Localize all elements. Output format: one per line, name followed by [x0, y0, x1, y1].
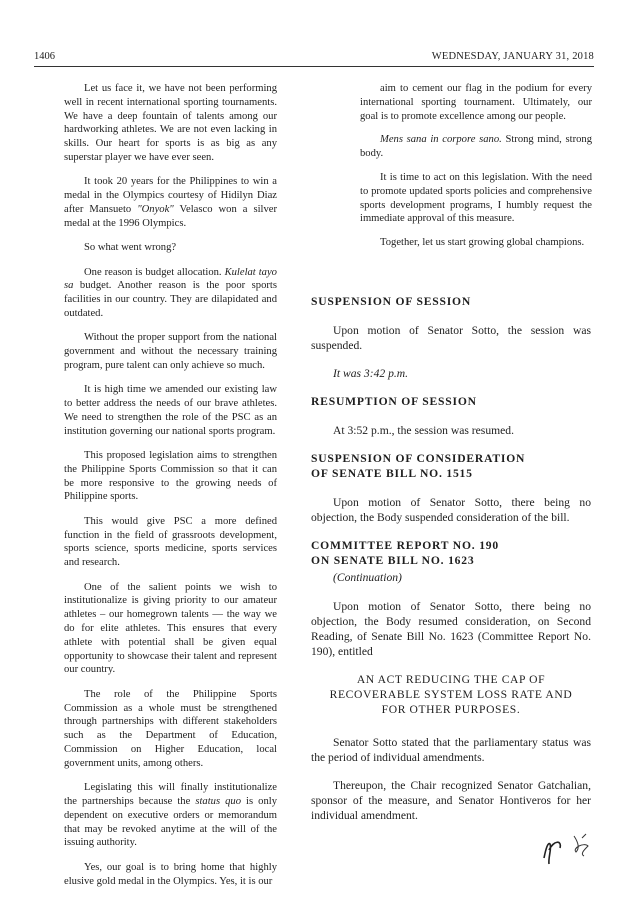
- signature-initials-icon: [540, 828, 600, 868]
- bill-title: AN ACT REDUCING THE CAP OF RECOVERABLE SYSTEM LOSS RATE AND FOR OTHER PURPOSES.: [329, 673, 573, 716]
- paragraph: It took 20 years for the Philippines to win a medal in the Olympics courtesy of Hidilyn Diaz after Mansueto "Onyok" Velasco won a silver medal at the 1996 Olympics.: [64, 176, 277, 229]
- paragraph: The role of the Philippine Sports Commission as a whole must be strengthened through partnerships with different stakeholders such as the Department of Education, Commission on Higher Education, local government units, among others.: [64, 688, 277, 769]
- paragraph: It is time to act on this legislation. With the need to promote updated sports policies and comprehensive sports development programs, I humbly request the immediate approval of this measure.: [360, 171, 592, 225]
- paragraph: One reason is budget allocation. Kulelat tayo sa budget. Another reason is the poor sports facilities in our country. They are dilapidated and outdated.: [64, 266, 277, 319]
- paragraph: So what went wrong?: [84, 242, 177, 254]
- paragraph: It was 3:42 p.m.: [333, 367, 409, 380]
- paragraph: Let us face it, we have not been performing well in recent international sporting tournaments. We have a deep fountain of talents among our hardworking athletes. We are not even lacking in skills. Our heart for sports is as big as any superstar player we have ever seen.: [64, 83, 277, 163]
- section-heading: SUSPENSION OF SESSION: [311, 295, 472, 308]
- section-heading: SUSPENSION OF CONSIDERATION OF SENATE BILL NO. 1515: [311, 452, 526, 480]
- paragraph: Upon motion of Senator Sotto, the session was suspended.: [311, 324, 591, 352]
- paragraph: This would give PSC a more defined function in the field of grassroots development, sports science, sports medicine, sports services and research.: [64, 515, 277, 569]
- paragraph: Thereupon, the Chair recognized Senator Gatchalian, sponsor of the measure, and Senator Hontiveros for her individual amendment.: [311, 779, 591, 822]
- header-date: WEDNESDAY, JANUARY 31, 2018: [431, 51, 594, 62]
- paragraph: Legislating this will finally institutionalize the partnerships because the status quo is only dependent on executive orders or memorandum that may be revoked anytime at the will of the issuing authority.: [64, 782, 277, 849]
- paragraph: Without the proper support from the national government and without the necessary training program, pure talent can only achieve so much.: [64, 332, 277, 371]
- paragraph: One of the salient points we wish to institutionalize is giving priority to our amateur athletes – our homegrown talents — the way we do for elite athletes. This ensures that every athlete with potential shall be given equal opportunity to showcase their talent and represent our country.: [64, 581, 277, 676]
- paragraph: It is high time we amended our existing law to better address the needs of our brave athletes. We need to strengthen the role of the PSC as an institution governing our national sports program.: [64, 384, 277, 437]
- right-column: [311, 294, 591, 836]
- paragraph: Mens sana in corpore sano. Strong mind, strong body.: [360, 134, 592, 160]
- paragraph: Senator Sotto stated that the parliamentary status was the period of individual amendments.: [311, 736, 591, 764]
- paragraph: This proposed legislation aims to strengthen the Philippine Sports Commission so that it can be more responsive to the growing needs of Philippine sports.: [64, 450, 277, 503]
- right-column-top: [360, 82, 592, 260]
- paragraph: Yes, our goal is to bring home that highly elusive gold medal in the Olympics. Yes, it is our: [64, 861, 277, 887]
- page-header: [34, 50, 594, 64]
- left-column: [64, 82, 277, 899]
- section-subheading: (Continuation): [333, 571, 402, 584]
- paragraph: aim to cement our flag in the podium for every international sporting tournament. Ultimately, our goal is to promote excellence among our people.: [360, 83, 592, 122]
- paragraph: At 3:52 p.m., the session was resumed.: [333, 424, 514, 437]
- paragraph: Upon motion of Senator Sotto, there being no objection, the Body suspended consideration of the bill.: [311, 496, 591, 524]
- page-number: 1406: [34, 51, 55, 62]
- section-heading: RESUMPTION OF SESSION: [311, 395, 477, 408]
- section-heading: COMMITTEE REPORT NO. 190 ON SENATE BILL NO. 1623: [311, 539, 499, 567]
- paragraph: Together, let us start growing global champions.: [380, 237, 585, 249]
- paragraph: Upon motion of Senator Sotto, there being no objection, the Body resumed consideration, on Second Reading, of Senate Bill No. 1623 (Committee Report No. 190), entitled: [311, 600, 591, 658]
- header-rule: [34, 66, 594, 67]
